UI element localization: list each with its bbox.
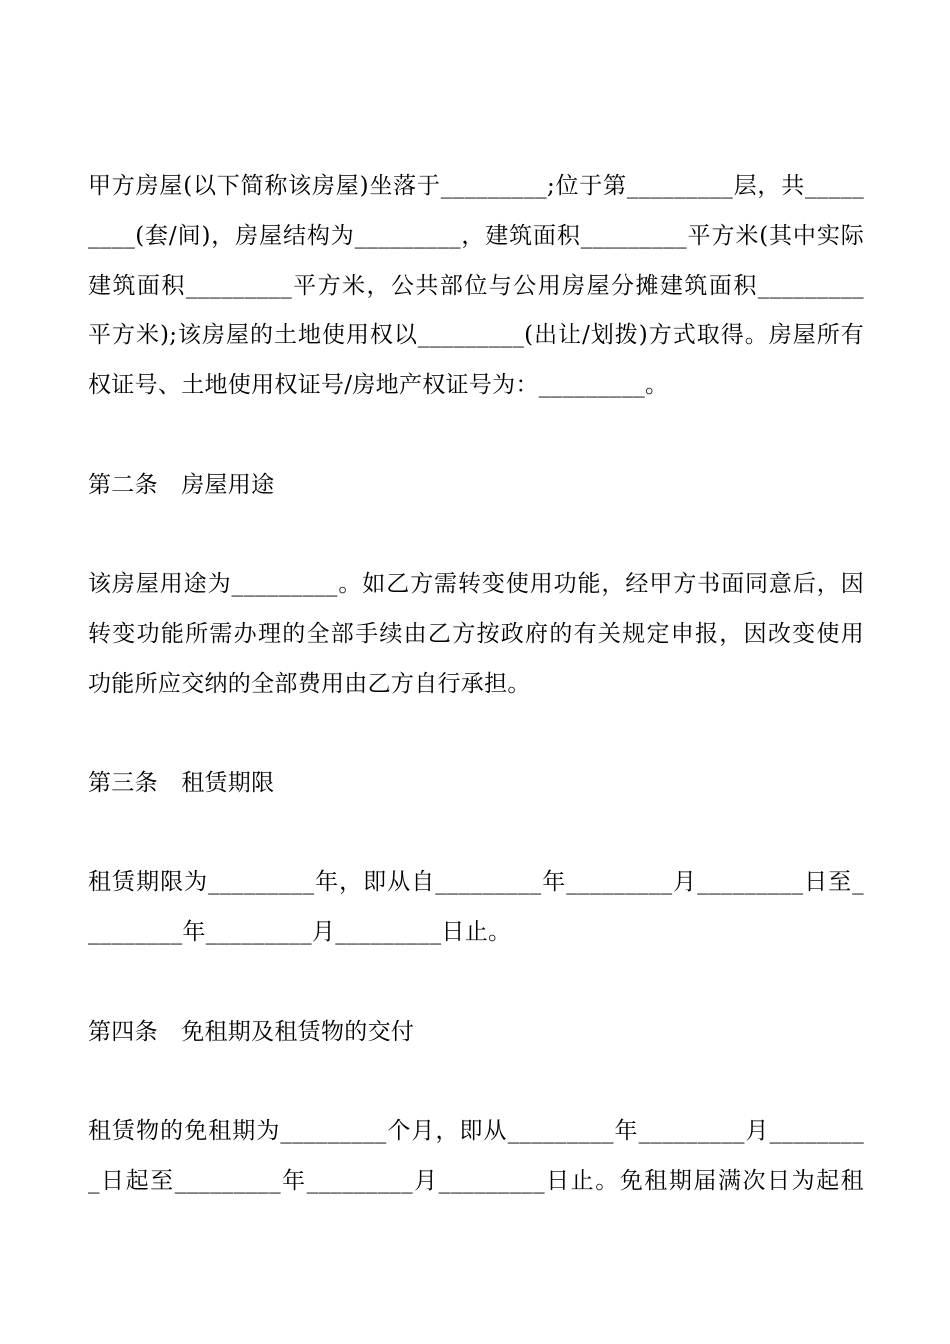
section-heading: 第二条 房屋用途 — [88, 472, 275, 498]
section-heading: 第四条 免租期及租赁物的交付 — [88, 1019, 415, 1045]
paragraph-line: _日起至_________年_________月_________日止。免租期届满次日为起租 — [88, 1168, 864, 1194]
paragraph-line: ________年_________月_________日止。 — [88, 919, 512, 945]
paragraph-line: ____(套/间)，房屋结构为_________，建筑面积_________平方米(其中实际 — [88, 223, 864, 249]
paragraph-line: 功能所应交纳的全部费用由乙方自行承担。 — [88, 671, 531, 697]
paragraph-line: 平方米);该房屋的土地使用权以_________(出让/划拨)方式取得。房屋所有 — [88, 322, 864, 348]
paragraph-line: 甲方房屋(以下简称该房屋)坐落于_________;位于第_________层，共_____ — [88, 173, 864, 199]
paragraph-line: 租赁物的免租期为_________个月，即从_________年_________月________ — [88, 1118, 864, 1144]
paragraph-line: 租赁期限为_________年，即从自_________年_________月_________日至_ — [88, 869, 864, 895]
paragraph-line: 权证号、土地使用权证号/房地产权证号为：_________。 — [88, 372, 669, 398]
paragraph-line: 该房屋用途为_________。如乙方需转变使用功能，经甲方书面同意后，因 — [88, 571, 864, 597]
paragraph-line: 转变功能所需办理的全部手续由乙方按政府的有关规定申报，因改变使用 — [88, 621, 864, 647]
paragraph-line: 建筑面积_________平方米，公共部位与公用房屋分摊建筑面积_________ — [88, 273, 864, 299]
section-heading: 第三条 租赁期限 — [88, 770, 275, 796]
